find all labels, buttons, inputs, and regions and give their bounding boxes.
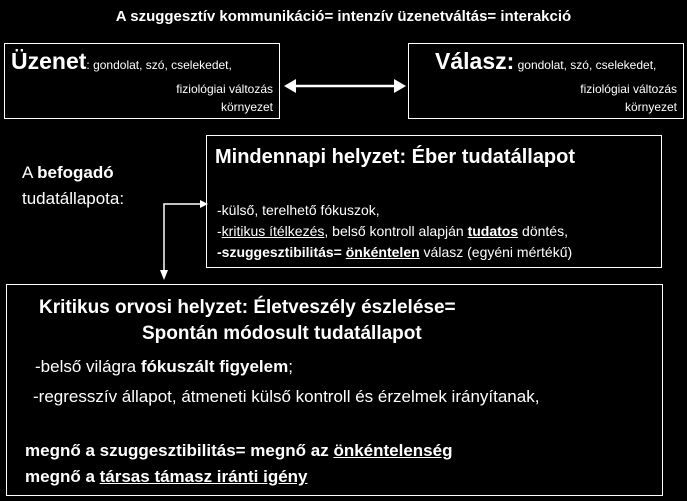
critical-title2: Spontán módosult tudatállapot (142, 323, 422, 344)
answer-first-line (435, 48, 656, 75)
diagram-title: A szuggesztív kommunikáció= intenzív üzenetváltás= interakció (115, 8, 572, 25)
answer-line1: gondolat, szó, cselekedet, (514, 58, 657, 72)
receiver-label (22, 160, 124, 212)
everyday-line3 (217, 244, 572, 260)
critical-line1-end: ; (288, 357, 293, 376)
receiver-line2: tudatállapota: (22, 189, 125, 208)
message-first-line (11, 48, 232, 75)
critical-line3 (25, 441, 452, 461)
receiver-bold: befogadó (37, 163, 114, 182)
branch-arrows (150, 190, 210, 280)
everyday-title: Mindennapi helyzet: Éber tudatállapot (215, 146, 576, 168)
answer-box (408, 43, 684, 119)
everyday-critical-judgement: kritikus ítélkezés (221, 223, 325, 239)
everyday-line2-mid: , belső kontroll alapján (324, 223, 468, 239)
critical-involuntariness: önkéntelenség (333, 441, 453, 460)
critical-line3-start: megnő a szuggesztibilitás= megnő az (25, 441, 334, 460)
everyday-involuntary: önkéntelen (345, 244, 420, 260)
answer-heading: Válasz: (435, 48, 515, 74)
everyday-line3-end: válasz (egyéni mértékű) (419, 244, 573, 260)
critical-state-box (6, 284, 663, 496)
receiver-prefix: A (22, 163, 38, 182)
message-line3: környezet (220, 100, 273, 114)
everyday-line2-dash: - (217, 223, 222, 239)
everyday-state-box (206, 135, 662, 268)
everyday-line2 (217, 223, 568, 239)
everyday-suggestibility: -szuggesztibilitás= (217, 244, 346, 260)
critical-line2: -regresszív állapot, átmeneti külső kontroll és érzelmek irányítanak, (33, 387, 540, 406)
double-arrow (284, 78, 406, 94)
critical-line4-start: megnő a (25, 467, 100, 486)
critical-title1: Kritikus orvosi helyzet: Életveszély észlelése= (39, 297, 456, 318)
everyday-line2-end: döntés, (518, 223, 568, 239)
message-box (4, 43, 280, 119)
critical-line4 (25, 467, 308, 487)
critical-focused-attention: fókuszált figyelem (140, 357, 289, 376)
message-heading: Üzenet (11, 48, 87, 74)
answer-line3: környezet (624, 100, 677, 114)
everyday-line1: -külső, terelhető fókuszok, (217, 202, 380, 218)
critical-social-support: társas támasz iránti igény (99, 467, 308, 486)
critical-line1-start: -belső világra (35, 357, 141, 376)
message-line2: fiziológiai változás (176, 82, 273, 96)
critical-line1 (35, 357, 293, 377)
message-line1: : gondolat, szó, cselekedet, (86, 58, 232, 72)
everyday-conscious: tudatos (467, 223, 519, 239)
answer-line2: fiziológiai változás (580, 82, 677, 96)
